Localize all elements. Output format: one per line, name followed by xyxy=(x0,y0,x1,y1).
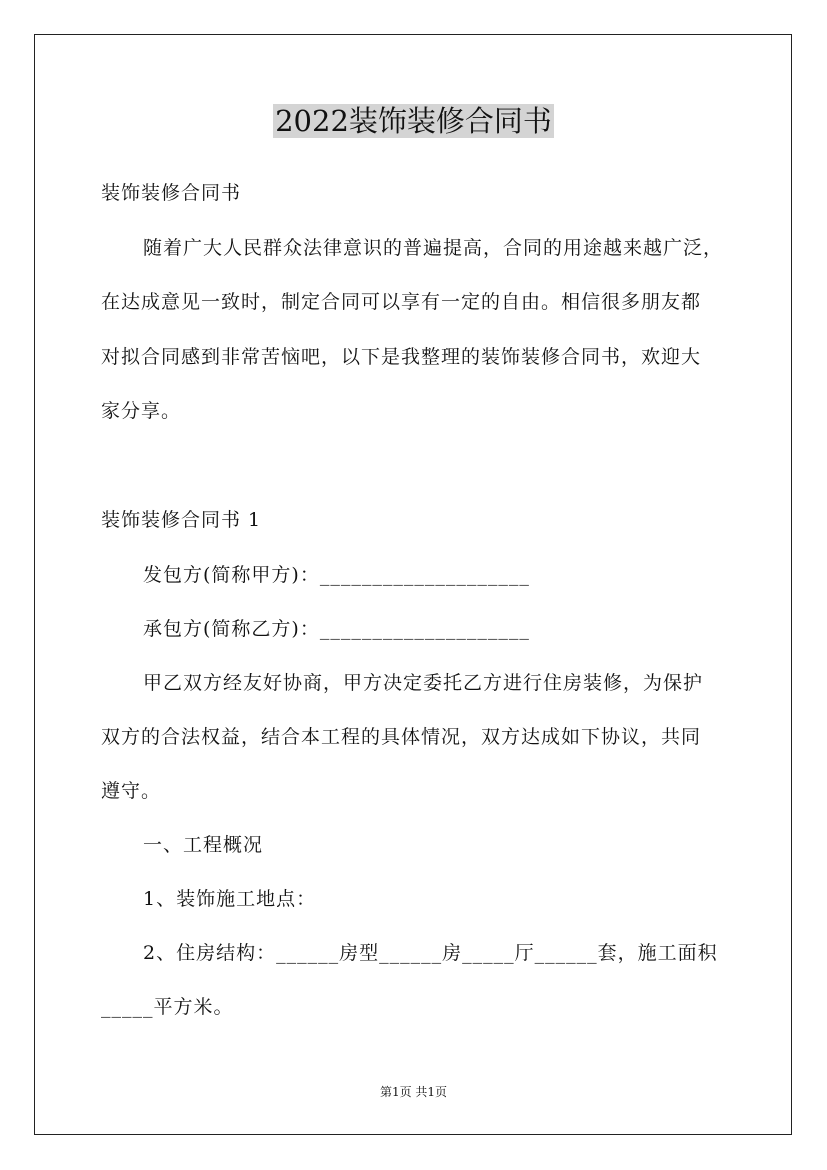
section-heading-contract-1: 装饰装修合同书 1 xyxy=(101,509,262,531)
agreement-line-3: 遵守。 xyxy=(101,780,162,802)
intro-line-1: 随着广大人民群众法律意识的普遍提高，合同的用途越来越广泛， xyxy=(143,237,724,259)
heading-contract-name: 装饰装修合同书 xyxy=(101,182,242,204)
intro-line-3: 对拟合同感到非常苦恼吧，以下是我整理的装饰装修合同书，欢迎大 xyxy=(101,346,702,368)
document-title-text: 2022装饰装修合同书 xyxy=(275,104,552,138)
intro-line-2: 在达成意见一致时，制定合同可以享有一定的自由。相信很多朋友都 xyxy=(101,291,702,313)
party-a-line: 发包方(简称甲方)：____________________ xyxy=(143,564,530,586)
document-title xyxy=(0,101,827,141)
agreement-line-2: 双方的合法权益，结合本工程的具体情况，双方达成如下协议，共同 xyxy=(101,726,702,748)
party-b-line: 承包方(简称乙方)：____________________ xyxy=(143,618,530,640)
clause-item-location: 1、装饰施工地点： xyxy=(143,888,317,910)
page-footer: 第1页 共1页 xyxy=(379,1085,448,1099)
agreement-line-1: 甲乙双方经友好协商，甲方决定委托乙方进行住房装修，为保护 xyxy=(143,672,704,694)
clause-heading-overview: 一、工程概况 xyxy=(143,834,264,856)
clause-item-structure: 2、住房结构：______房型______房_____厅______套，施工面积 xyxy=(143,942,718,964)
clause-item-structure-cont: _____平方米。 xyxy=(101,996,234,1018)
intro-line-4: 家分享。 xyxy=(101,400,182,422)
